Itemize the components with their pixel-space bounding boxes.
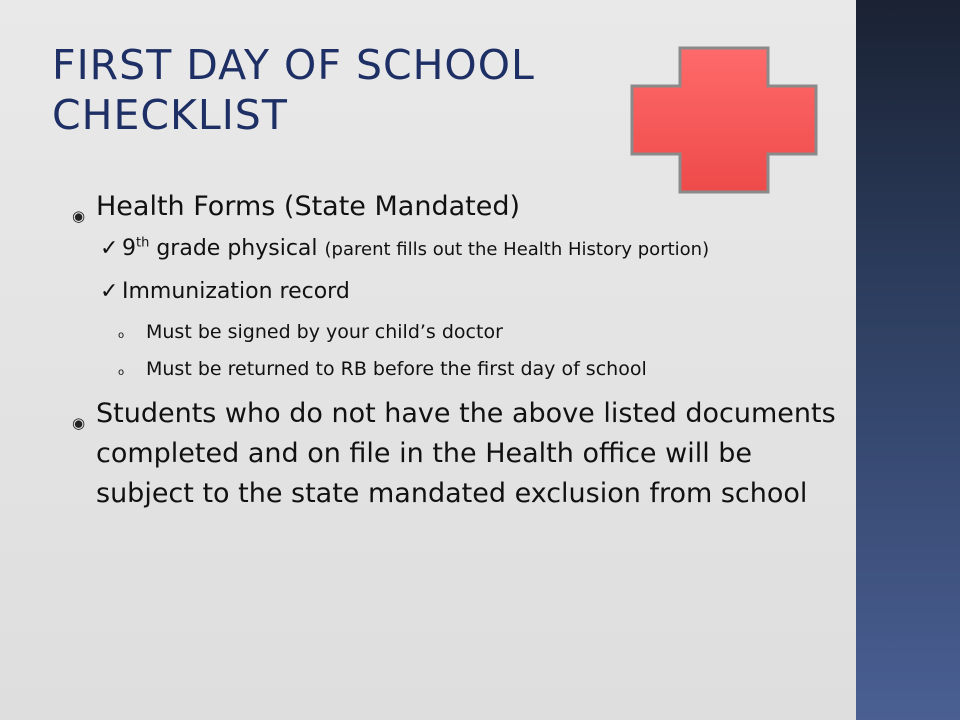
list-item-physical: [100, 234, 709, 265]
list-item-signed: [118, 318, 503, 350]
grade-suffix: th: [136, 235, 150, 251]
bullet-text: Students who do not have the above listed documents completed and on file in the Health office will be subject to the state mandated exclusion from school: [96, 398, 836, 509]
bullet-text: Must be returned to RB before the first day of school: [146, 358, 647, 380]
bullet-text: Immunization record: [122, 279, 350, 304]
radio-bullet-icon: ◉: [72, 207, 86, 225]
list-item-health-forms: [72, 187, 520, 236]
list-item-returned: [118, 355, 647, 387]
list-item-immunization: [100, 277, 350, 307]
bullet-text: [122, 234, 709, 265]
physical-label: grade physical: [149, 236, 325, 261]
red-cross-icon: [630, 46, 818, 194]
physical-note: (parent fills out the Health History portion): [324, 239, 710, 260]
side-accent-bar: [856, 0, 960, 720]
checkmark-icon: ✓: [100, 279, 119, 304]
bullet-text: Must be signed by your child’s doctor: [146, 321, 503, 343]
checkmark-icon: ✓: [100, 236, 119, 261]
circle-bullet-icon: o: [118, 367, 125, 378]
grade-number: 9: [122, 236, 136, 261]
bullet-text: Health Forms (State Mandated): [96, 191, 520, 222]
slide-title: FIRST DAY OF SCHOOL CHECKLIST: [52, 41, 535, 139]
circle-bullet-icon: o: [118, 330, 125, 341]
list-item-students: [72, 394, 862, 514]
radio-bullet-icon: ◉: [72, 414, 86, 432]
